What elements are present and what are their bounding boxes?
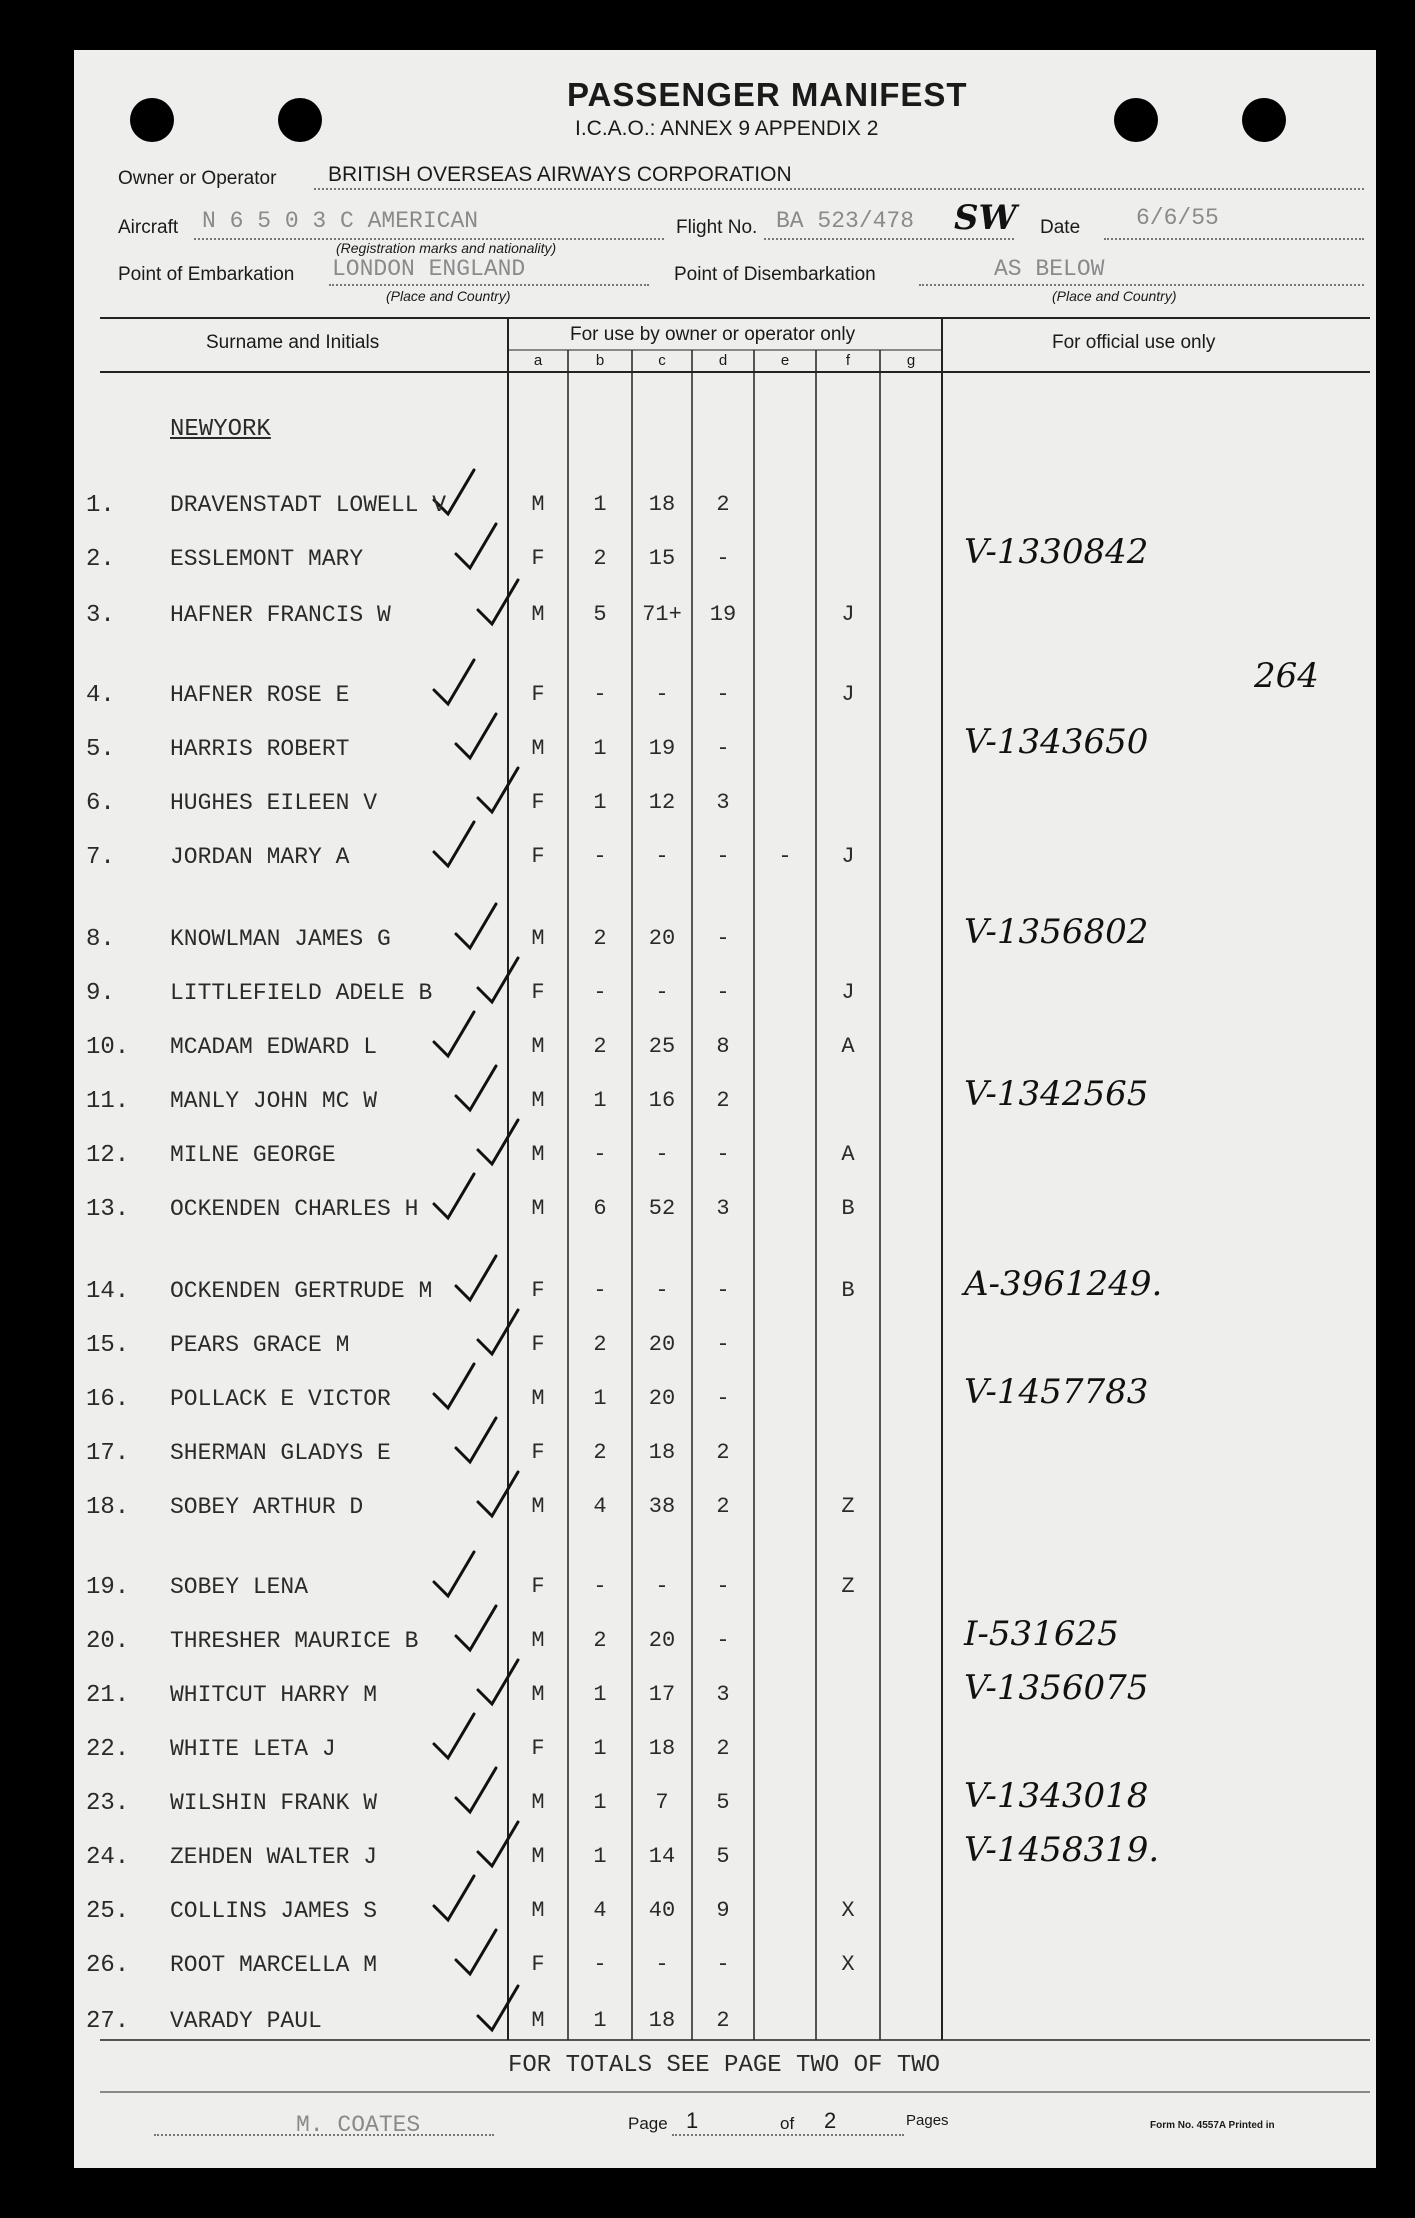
cell-d: 8	[716, 1034, 730, 1059]
passenger-name: WHITE LETA J	[170, 1736, 336, 1762]
row-number: 19.	[86, 1574, 130, 1601]
subcol-header-g: g	[906, 352, 916, 369]
cell-d: 2	[716, 1440, 730, 1465]
subcol-header-b: b	[595, 352, 605, 369]
passenger-name: ZEHDEN WALTER J	[170, 1844, 378, 1870]
check-mark	[456, 1256, 496, 1300]
cell-a: F	[531, 1278, 545, 1303]
cell-b: 2	[593, 1332, 607, 1357]
official-annotation: I-531625	[964, 1614, 1119, 1654]
official-annotation: V-1343018	[964, 1776, 1149, 1816]
embark-note: (Place and Country)	[386, 288, 511, 304]
cell-b: 1	[593, 1088, 607, 1113]
row-number: 10.	[86, 1034, 130, 1061]
cell-a: F	[531, 1332, 545, 1357]
row-number: 5.	[86, 736, 115, 763]
row-number: 18.	[86, 1494, 130, 1521]
embark-value: LONDON ENGLAND	[332, 256, 526, 282]
cell-a: F	[531, 980, 545, 1005]
row-number: 15.	[86, 1332, 130, 1359]
cell-c: 12	[648, 790, 676, 815]
cell-c: -	[655, 1142, 669, 1167]
cell-b: -	[593, 1952, 607, 1977]
row-number: 12.	[86, 1142, 130, 1169]
embark-label: Point of Embarkation	[118, 264, 295, 285]
owner-value: BRITISH OVERSEAS AIRWAYS CORPORATION	[328, 163, 792, 186]
cell-a: M	[531, 1088, 545, 1113]
page-number: 1	[686, 2108, 699, 2133]
cell-b: 1	[593, 1844, 607, 1869]
check-mark	[434, 1364, 474, 1408]
cell-d: 2	[716, 1736, 730, 1761]
official-annotation: V-1356802	[964, 912, 1149, 952]
manifest-page	[74, 50, 1376, 2168]
passenger-name: OCKENDEN GERTRUDE M	[170, 1278, 433, 1304]
row-number: 16.	[86, 1386, 130, 1413]
cell-b: -	[593, 844, 607, 869]
cell-c: 52	[648, 1196, 676, 1221]
cell-d: 9	[716, 1898, 730, 1923]
check-mark	[456, 714, 496, 758]
check-mark	[434, 1876, 474, 1920]
cell-c: 18	[648, 2008, 676, 2033]
cell-f: X	[841, 1898, 855, 1923]
flight-handwritten: SW	[954, 198, 1017, 238]
passenger-name: HAFNER FRANCIS W	[170, 602, 391, 628]
totals-note: FOR TOTALS SEE PAGE TWO OF TWO	[508, 2052, 941, 2079]
cell-a: M	[531, 492, 545, 517]
cell-a: F	[531, 844, 545, 869]
col-official-header: For official use only	[1052, 332, 1216, 353]
cell-b: 1	[593, 1386, 607, 1411]
aircraft-label: Aircraft	[118, 217, 179, 238]
passenger-name: SOBEY ARTHUR D	[170, 1494, 364, 1520]
cell-c: -	[655, 1952, 669, 1977]
cell-c: 19	[648, 736, 676, 761]
cell-a: M	[531, 1682, 545, 1707]
form-number: Form No. 4557A Printed in	[1150, 2120, 1275, 2131]
passenger-name: COLLINS JAMES S	[170, 1898, 378, 1924]
row-number: 14.	[86, 1278, 130, 1305]
cell-b: -	[593, 980, 607, 1005]
cell-c: 14	[648, 1844, 676, 1869]
cell-b: 4	[593, 1494, 607, 1519]
cell-d: -	[716, 844, 730, 869]
cell-a: M	[531, 926, 545, 951]
passenger-name: WHITCUT HARRY M	[170, 1682, 378, 1708]
check-mark	[434, 1012, 474, 1056]
official-annotation: A-3961249.	[964, 1264, 1163, 1304]
cell-d: -	[716, 682, 730, 707]
cell-a: F	[531, 546, 545, 571]
check-mark	[456, 524, 496, 568]
check-mark	[434, 1174, 474, 1218]
cell-b: -	[593, 1142, 607, 1167]
signature-line	[154, 2134, 494, 2136]
cell-a: F	[531, 1736, 545, 1761]
cell-c: -	[655, 844, 669, 869]
row-number: 17.	[86, 1440, 130, 1467]
check-mark	[456, 1606, 496, 1650]
row-number: 26.	[86, 1952, 130, 1979]
cell-c: 18	[648, 1440, 676, 1465]
disembark-label: Point of Disembarkation	[674, 264, 876, 285]
cell-d: 2	[716, 1494, 730, 1519]
check-mark	[434, 822, 474, 866]
passenger-name: PEARS GRACE M	[170, 1332, 350, 1358]
date-label: Date	[1040, 217, 1081, 238]
page-total: 2	[824, 2108, 837, 2133]
passenger-name: MCADAM EDWARD L	[170, 1034, 378, 1060]
cell-a: M	[531, 1790, 545, 1815]
cell-f: B	[841, 1278, 855, 1303]
check-mark	[456, 1930, 496, 1974]
passenger-name: DRAVENSTADT LOWELL V	[170, 492, 447, 518]
row-number: 13.	[86, 1196, 130, 1223]
check-mark	[456, 904, 496, 948]
cell-a: F	[531, 1574, 545, 1599]
cell-d: 3	[716, 1682, 730, 1707]
cell-c: 38	[648, 1494, 676, 1519]
official-annotation: V-1343650	[964, 722, 1149, 762]
cell-f: A	[841, 1142, 855, 1167]
cell-a: F	[531, 1440, 545, 1465]
signature: M. COATES	[296, 2112, 421, 2138]
row-number: 20.	[86, 1628, 130, 1655]
cell-d: 2	[716, 492, 730, 517]
date-value: 6/6/55	[1136, 205, 1219, 231]
check-mark	[456, 1418, 496, 1462]
cell-a: M	[531, 1844, 545, 1869]
cell-c: -	[655, 980, 669, 1005]
check-mark	[434, 1714, 474, 1758]
aircraft-value: N 6 5 0 3 C AMERICAN	[202, 208, 479, 234]
cell-a: F	[531, 682, 545, 707]
cell-f: J	[841, 602, 855, 627]
cell-b: -	[593, 1278, 607, 1303]
cell-c: 16	[648, 1088, 676, 1113]
pages-label: Pages	[906, 2112, 949, 2129]
cell-f: A	[841, 1034, 855, 1059]
cell-b: -	[593, 682, 607, 707]
passenger-name: ROOT MARCELLA M	[170, 1952, 378, 1978]
row-number: 2.	[86, 546, 115, 573]
cell-c: 20	[648, 1628, 676, 1653]
row-number: 3.	[86, 602, 115, 629]
flight-value: BA 523/478	[776, 208, 915, 234]
cell-d: -	[716, 1628, 730, 1653]
disembark-note: (Place and Country)	[1052, 288, 1177, 304]
check-mark	[434, 1552, 474, 1596]
cell-a: M	[531, 736, 545, 761]
cell-c: 20	[648, 926, 676, 951]
cell-d: 3	[716, 790, 730, 815]
cell-a: M	[531, 602, 545, 627]
col-owner-header: For use by owner or operator only	[570, 324, 856, 345]
check-mark	[456, 1768, 496, 1812]
cell-a: M	[531, 2008, 545, 2033]
cell-f: J	[841, 682, 855, 707]
disembark-value: AS BELOW	[994, 256, 1105, 282]
cell-b: 1	[593, 492, 607, 517]
cell-c: 7	[655, 1790, 669, 1815]
passenger-name: POLLACK E VICTOR	[170, 1386, 391, 1412]
cell-d: -	[716, 1952, 730, 1977]
passenger-name: MILNE GEORGE	[170, 1142, 336, 1168]
cell-a: F	[531, 1952, 545, 1977]
subcol-header-f: f	[845, 352, 851, 369]
cell-b: 1	[593, 1790, 607, 1815]
passenger-name: VARADY PAUL	[170, 2008, 322, 2034]
row-number: 27.	[86, 2008, 130, 2035]
cell-d: 5	[716, 1790, 730, 1815]
cell-d: -	[716, 1332, 730, 1357]
cell-a: M	[531, 1196, 545, 1221]
passenger-name: WILSHIN FRANK W	[170, 1790, 378, 1816]
page-line	[672, 2134, 904, 2136]
cell-d: -	[716, 926, 730, 951]
passenger-name: MANLY JOHN MC W	[170, 1088, 378, 1114]
cell-c: 15	[648, 546, 676, 571]
passenger-name: OCKENDEN CHARLES H	[170, 1196, 419, 1222]
cell-d: 19	[709, 602, 737, 627]
check-mark	[456, 1066, 496, 1110]
section-heading: NEWYORK	[170, 416, 271, 443]
cell-b: 1	[593, 1682, 607, 1707]
row-number: 22.	[86, 1736, 130, 1763]
row-number: 7.	[86, 844, 115, 871]
subcol-header-e: e	[780, 352, 790, 369]
cell-d: 2	[716, 2008, 730, 2033]
cell-a: F	[531, 790, 545, 815]
subcol-header-a: a	[533, 352, 543, 369]
check-mark	[434, 660, 474, 704]
cell-b: 2	[593, 926, 607, 951]
official-annotation: V-1356075	[964, 1668, 1149, 1708]
cell-b: 5	[593, 602, 607, 627]
cell-d: 3	[716, 1196, 730, 1221]
cell-a: M	[531, 1628, 545, 1653]
cell-c: -	[655, 1278, 669, 1303]
cell-b: 1	[593, 790, 607, 815]
cell-a: M	[531, 1386, 545, 1411]
cell-d: -	[716, 1278, 730, 1303]
cell-d: -	[716, 980, 730, 1005]
page-subtitle: I.C.A.O.: ANNEX 9 APPENDIX 2	[575, 117, 879, 140]
passenger-name: HUGHES EILEEN V	[170, 790, 378, 816]
owner-label: Owner or Operator	[118, 168, 277, 189]
cell-f: Z	[841, 1494, 855, 1519]
cell-f: Z	[841, 1574, 855, 1599]
row-number: 1.	[86, 492, 115, 519]
passenger-name: SHERMAN GLADYS E	[170, 1440, 391, 1466]
cell-c: 18	[648, 492, 676, 517]
passenger-name: LITTLEFIELD ADELE B	[170, 980, 433, 1006]
row-number: 21.	[86, 1682, 130, 1709]
margin-note: 264	[1254, 656, 1319, 696]
row-number: 6.	[86, 790, 115, 817]
cell-e: -	[778, 844, 792, 869]
cell-b: 2	[593, 1034, 607, 1059]
of-label: of	[780, 2114, 795, 2133]
cell-c: 25	[648, 1034, 676, 1059]
row-number: 25.	[86, 1898, 130, 1925]
page-label: Page	[628, 2114, 668, 2133]
cell-f: J	[841, 980, 855, 1005]
cell-b: 4	[593, 1898, 607, 1923]
passenger-name: HARRIS ROBERT	[170, 736, 350, 762]
official-annotation: V-1458319.	[964, 1830, 1160, 1870]
cell-c: -	[655, 1574, 669, 1599]
cell-b: 1	[593, 1736, 607, 1761]
row-number: 8.	[86, 926, 115, 953]
passenger-name: THRESHER MAURICE B	[170, 1628, 419, 1654]
row-number: 11.	[86, 1088, 130, 1115]
official-annotation: V-1330842	[964, 532, 1149, 572]
cell-b: 2	[593, 1440, 607, 1465]
passenger-name: SOBEY LENA	[170, 1574, 309, 1600]
cell-b: 1	[593, 2008, 607, 2033]
cell-a: M	[531, 1494, 545, 1519]
cell-c: 17	[648, 1682, 676, 1707]
cell-b: 1	[593, 736, 607, 761]
cell-b: -	[593, 1574, 607, 1599]
cell-d: -	[716, 546, 730, 571]
cell-a: M	[531, 1142, 545, 1167]
page-title: PASSENGER MANIFEST	[567, 76, 968, 113]
cell-d: 5	[716, 1844, 730, 1869]
row-number: 4.	[86, 682, 115, 709]
cell-b: 6	[593, 1196, 607, 1221]
cell-f: X	[841, 1952, 855, 1977]
cell-c: 40	[648, 1898, 676, 1923]
cell-d: -	[716, 1142, 730, 1167]
cell-b: 2	[593, 1628, 607, 1653]
subcol-header-c: c	[658, 352, 666, 369]
flight-label: Flight No.	[676, 217, 758, 238]
registration-note: (Registration marks and nationality)	[336, 240, 557, 256]
cell-c: 71+	[642, 602, 682, 627]
passenger-name: JORDAN MARY A	[170, 844, 350, 870]
row-number: 23.	[86, 1790, 130, 1817]
passenger-name: KNOWLMAN JAMES G	[170, 926, 391, 952]
passenger-name: HAFNER ROSE E	[170, 682, 350, 708]
cell-c: -	[655, 682, 669, 707]
cell-c: 18	[648, 1736, 676, 1761]
cell-d: 2	[716, 1088, 730, 1113]
cell-d: -	[716, 1574, 730, 1599]
cell-b: 2	[593, 546, 607, 571]
row-number: 9.	[86, 980, 115, 1007]
official-annotation: V-1457783	[964, 1372, 1149, 1412]
official-annotation: V-1342565	[964, 1074, 1149, 1114]
cell-f: B	[841, 1196, 855, 1221]
subcol-header-d: d	[718, 352, 728, 369]
cell-c: 20	[648, 1386, 676, 1411]
passenger-name: ESSLEMONT MARY	[170, 546, 364, 572]
cell-a: M	[531, 1034, 545, 1059]
cell-f: J	[841, 844, 855, 869]
cell-d: -	[716, 736, 730, 761]
row-number: 24.	[86, 1844, 130, 1871]
cell-d: -	[716, 1386, 730, 1411]
cell-c: 20	[648, 1332, 676, 1357]
col-surname-header: Surname and Initials	[206, 332, 380, 353]
cell-a: M	[531, 1898, 545, 1923]
